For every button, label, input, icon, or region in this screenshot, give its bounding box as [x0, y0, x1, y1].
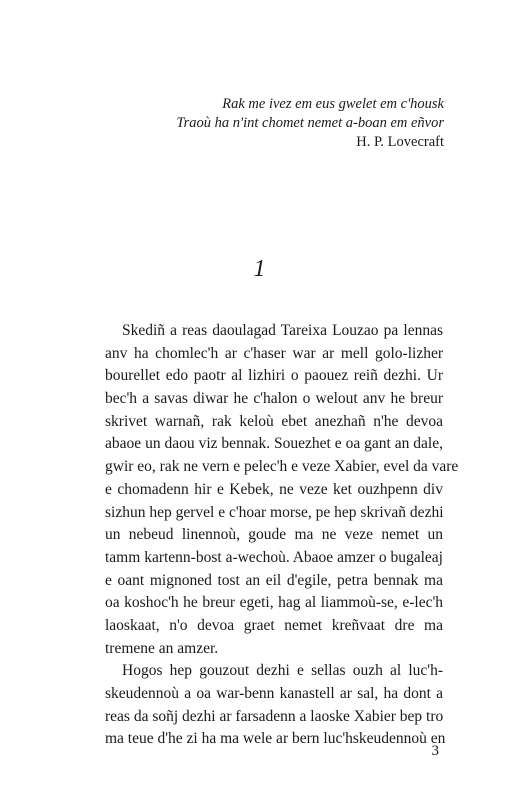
text-line: e oant mignoned tost an eil d'egile, petra bennak ma [105, 571, 443, 589]
text-line: bourellet edo paotr al lizhiri o paouez reiñ dezhi. Ur [105, 367, 443, 385]
paragraph [88, 660, 446, 751]
chapter-number: 1 [253, 256, 266, 282]
text-line: sizhun hep gervel e c'hoar morse, pe hep skrivañ dezhi [105, 503, 444, 521]
epigraph-line: Rak me ivez em eus gwelet em c'housk [222, 96, 444, 112]
text-line: ma teue d'he zi ha ma wele ar bern luc'hskeudennoù en [105, 730, 446, 748]
text-line: oa koshoc'h he breur egeti, hag al liammoù-se, e-lec'h [105, 594, 443, 612]
text-line: abaoe un daou viz bennak. Souezhet e oa gant an dale, [105, 435, 443, 453]
text-line: laoskaat, n'o devoa graet nemet kreñvaat dre ma [105, 616, 443, 634]
epigraph [176, 95, 444, 152]
text-line: Skediñ a reas daoulagad Tareixa Louzao pa lennas [122, 322, 443, 339]
epigraph-line: Traoù ha n'int chomet nemet a-boan em eñvor [176, 115, 444, 131]
body-text [88, 320, 459, 751]
text-line: un nebeud linennoù, goude ma ne veze nemet un [105, 526, 443, 544]
text-line: skrivet warnañ, rak keloù ebet anezhañ n'he devoa [105, 412, 443, 430]
page-number: 3 [431, 743, 439, 759]
epigraph-author: H. P. Lovecraft [356, 134, 444, 150]
text-line: bec'h a savas diwar he c'halon o welout anv he breur [105, 390, 443, 408]
text-line: tamm kartenn-bost a-wechoù. Abaoe amzer o bugaleaj [105, 548, 443, 566]
text-line: skeudennoù a oa war-benn kanastell ar sal, ha dont a [105, 685, 443, 702]
paragraph [88, 320, 459, 660]
text-line: gwir eo, rak ne vern e pelec'h e veze Xabier, evel da vare [105, 458, 459, 476]
text-line: anv ha chomlec'h ar c'haser war ar mell golo-lizher [105, 344, 443, 362]
text-line: e chomadenn hir e Kebek, ne veze ket ouzhpenn div [105, 480, 443, 498]
text-line: reas da soñj dezhi ar farsadenn a laoske Xabier bep tro [105, 707, 444, 725]
text-line: Hogos hep gouzout dezhi e sellas ouzh al luc'h- [122, 662, 443, 680]
text-line: tremene an amzer. [105, 639, 219, 657]
